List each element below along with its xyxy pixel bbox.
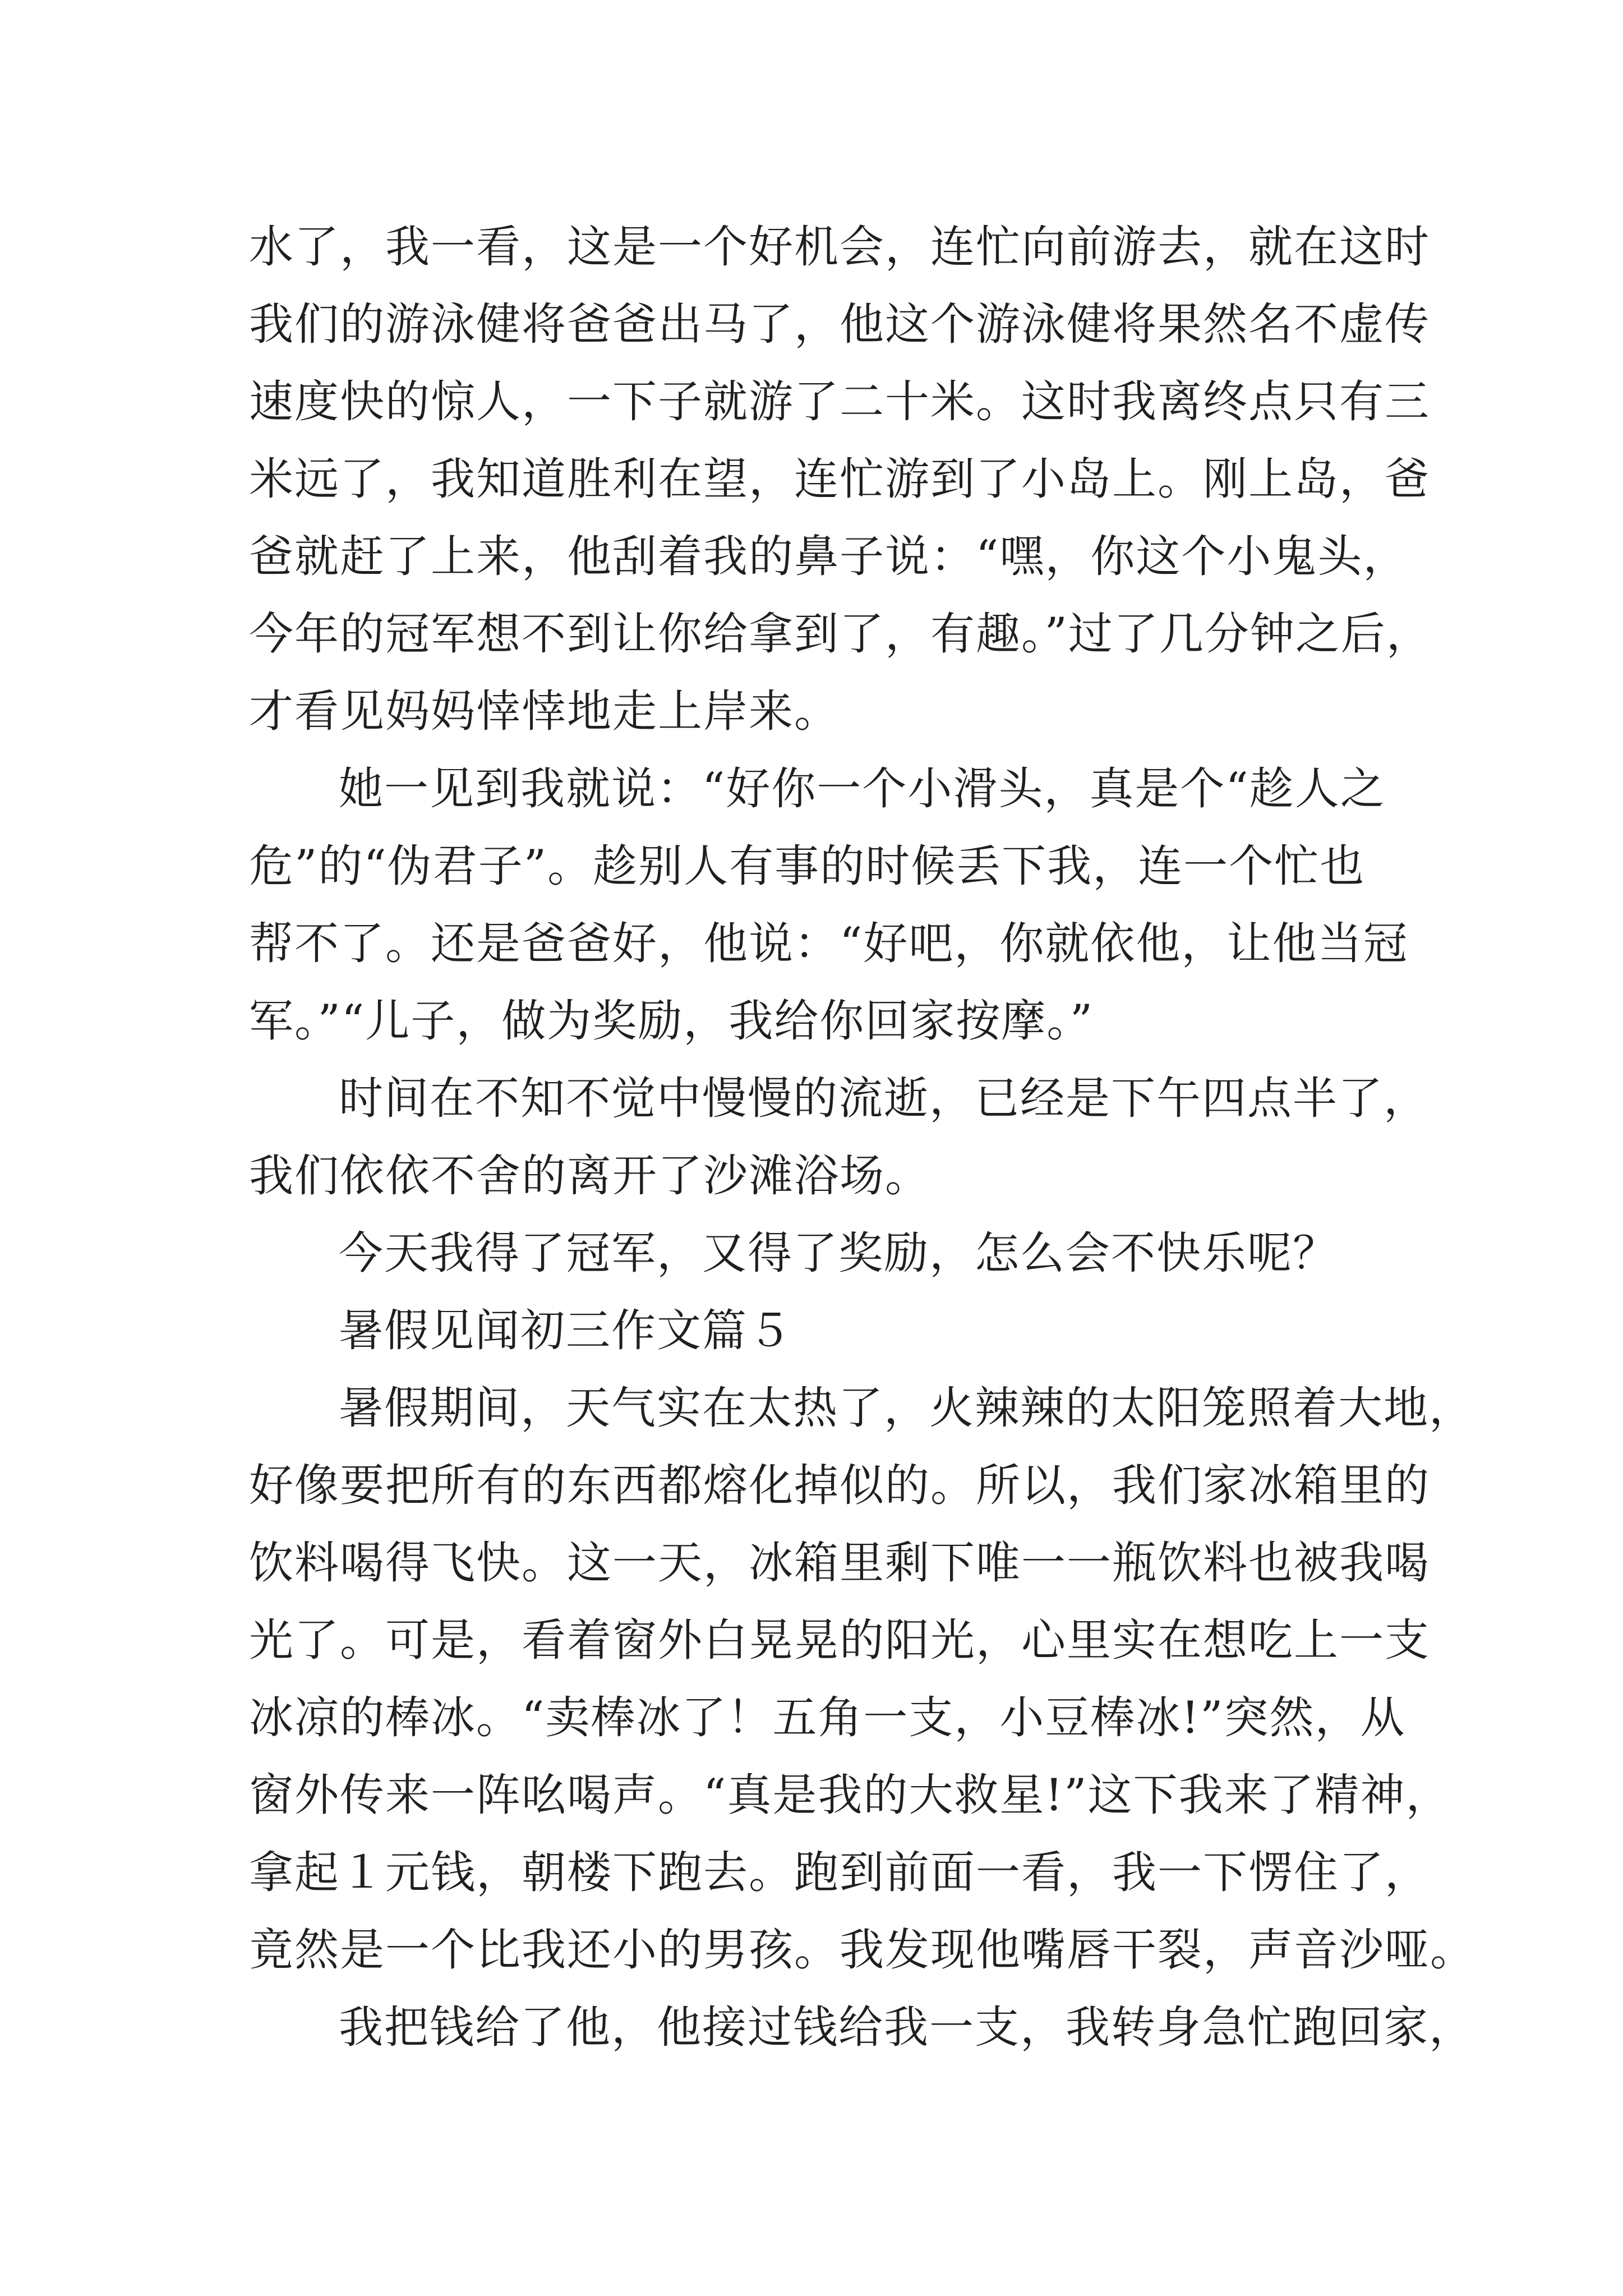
paragraph-start-line: 她一见到我就说：“好你一个小滑头，真是个“趁人之 bbox=[339, 763, 1386, 815]
text-line: 爸就赶了上来，他刮着我的鼻子说：“嘿，你这个小鬼头， bbox=[249, 531, 1409, 582]
text-line: 我们依依不舍的离开了沙滩浴场。 bbox=[249, 1150, 930, 1202]
text-line: 米远了，我知道胜利在望，连忙游到了小岛上。刚上岛，爸 bbox=[249, 453, 1430, 505]
text-line: 速度快的惊人，一下子就游了二十米。这时我离终点只有三 bbox=[249, 376, 1430, 427]
paragraph-start-line: 今天我得了冠军，又得了奖励，怎么会不快乐呢？ bbox=[339, 1227, 1338, 1279]
text-line: 军。”“儿子，做为奖励，我给你回家按摩。” bbox=[249, 995, 1094, 1047]
text-line: 帮不了。还是爸爸好，他说：“好吧，你就依他，让他当冠 bbox=[249, 918, 1409, 969]
paragraph-start-line: 我把钱给了他，他接过钱给我一支，我转身急忙跑回家， bbox=[339, 2001, 1474, 2053]
paragraph-start-line: 暑假期间，天气实在太热了，火辣辣的太阳笼照着大地， bbox=[339, 1382, 1474, 1434]
document-body bbox=[249, 220, 1476, 2078]
text-line: 竟然是一个比我还小的男孩。我发现他嘴唇干裂，声音沙哑。 bbox=[249, 1924, 1476, 1976]
text-line: 水了，我一看，这是一个好机会，连忙向前游去，就在这时 bbox=[249, 221, 1430, 273]
text-line: 好像要把所有的东西都熔化掉似的。所以，我们家冰箱里的 bbox=[249, 1460, 1430, 1511]
text-line: 冰凉的棒冰。“卖棒冰了！五角一支，小豆棒冰!”突然，从 bbox=[249, 1692, 1406, 1743]
text-line: 拿起１元钱，朝楼下跑去。跑到前面一看，我一下愣住了， bbox=[249, 1847, 1430, 1898]
text-line: 我们的游泳健将爸爸出马了，他这个游泳健将果然名不虚传 bbox=[249, 298, 1430, 350]
text-line: 才看见妈妈悻悻地走上岸来。 bbox=[249, 685, 840, 737]
paragraph-start-line: 时间在不知不觉中慢慢的流逝，已经是下午四点半了， bbox=[339, 1073, 1429, 1124]
text-line: 窗外传来一阵吆喝声。“真是我的大救星!”这下我来了精神， bbox=[249, 1769, 1451, 1821]
text-line: 光了。可是，看着窗外白晃晃的阳光，心里实在想吃上一支 bbox=[249, 1614, 1430, 1666]
section-heading: 暑假见闻初三作文篇５ bbox=[339, 1305, 793, 1356]
text-line: 今年的冠军想不到让你给拿到了，有趣。”过了几分钟之后， bbox=[249, 608, 1432, 660]
text-line: 饮料喝得飞快。这一天，冰箱里剩下唯一一瓶饮料也被我喝 bbox=[249, 1537, 1430, 1589]
text-line: 危”的“伪君子”。趁别人有事的时候丢下我，连一个忙也 bbox=[249, 840, 1366, 892]
